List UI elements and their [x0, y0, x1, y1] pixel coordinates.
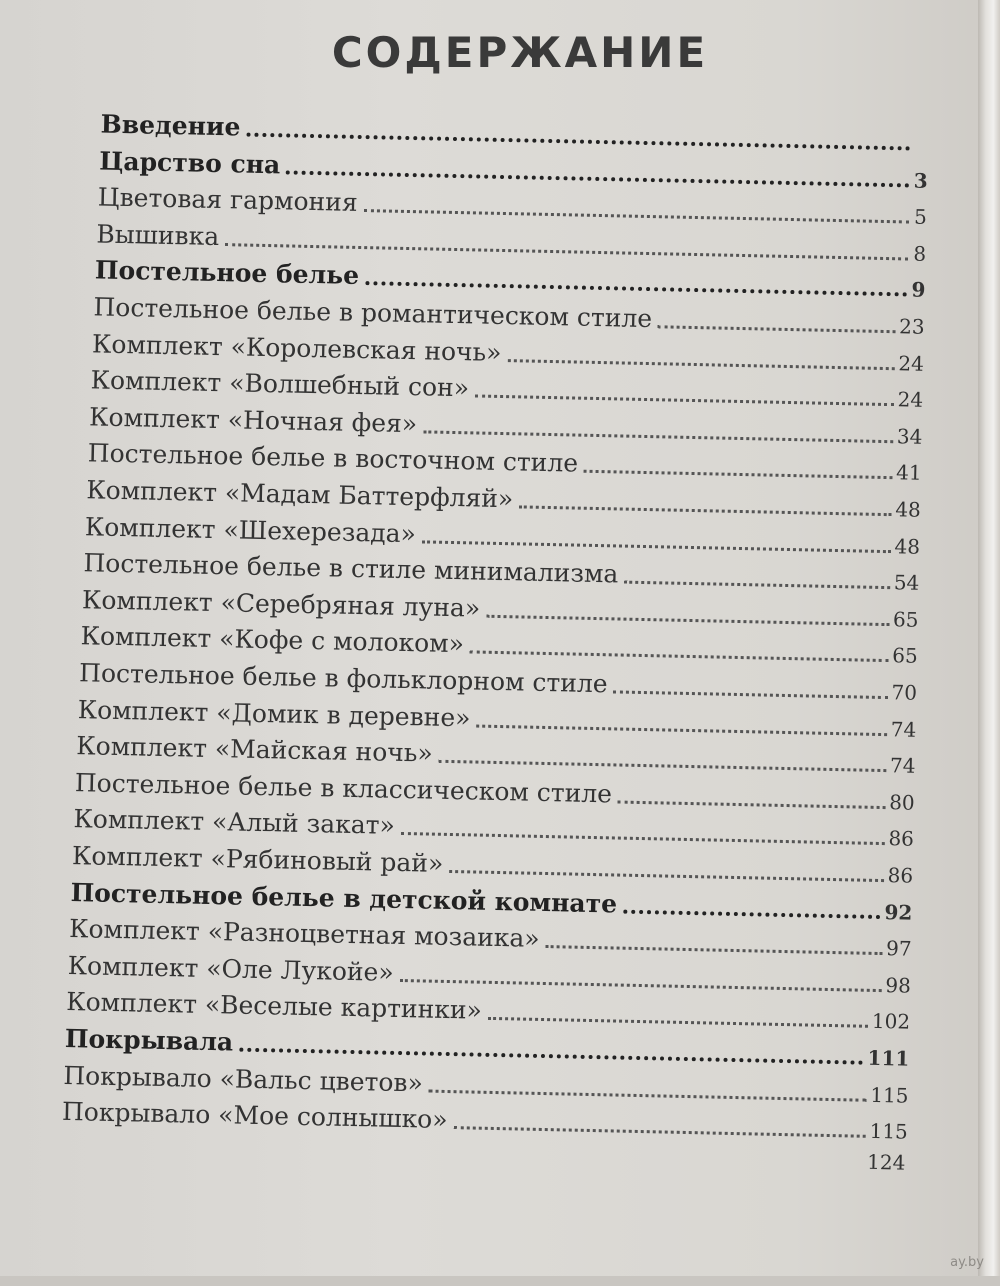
toc-entry-title: Комплект «Королевская ночь»: [92, 329, 502, 368]
toc-entry-page-number: 23: [899, 313, 925, 340]
dot-leader: [623, 909, 881, 918]
toc-entry-title: Комплект «Серебряная луна»: [82, 585, 481, 623]
dot-leader: [545, 945, 882, 955]
toc-entry-page-number: 115: [869, 1118, 908, 1145]
toc-entry-title: Постельное белье в восточном стиле: [87, 439, 578, 479]
toc-entry-page-number: 102: [872, 1008, 911, 1035]
toc-entry-title: Комплект «Шехерезада»: [85, 512, 417, 549]
toc-entry-title: Постельное белье в классическом стиле: [75, 768, 613, 809]
toc-entry-page-number: 115: [870, 1081, 909, 1108]
toc-entry-title: Комплект «Майская ночь»: [76, 731, 433, 768]
toc-entry-title: Постельное белье в романтическом стиле: [93, 292, 652, 334]
dot-leader: [476, 724, 886, 736]
toc-entry-page-number: 24: [897, 386, 923, 413]
toc-entry-page-number: 48: [894, 533, 920, 560]
toc-entry-title: Введение: [100, 110, 240, 143]
toc-entry-page-number: 80: [889, 789, 915, 816]
dot-leader: [618, 800, 885, 809]
toc-entry-page-number: 34: [897, 423, 923, 450]
toc-entry-title: Комплект «Оле Лукойе»: [67, 951, 394, 988]
toc-entry-title: Царство сна: [99, 146, 281, 180]
toc-trailing-page-number: [867, 1139, 908, 1176]
toc-entry-title: Комплект «Разноцветная мозаика»: [69, 914, 540, 954]
dot-leader: [584, 470, 892, 479]
toc-entry-page-number: 65: [893, 606, 919, 633]
toc-entry-page-number: 86: [888, 826, 914, 853]
toc-entry-page-number: 3: [913, 167, 928, 193]
toc-entry-page-number: 74: [890, 716, 916, 743]
toc-entry-title: Покрывало «Вальс цветов»: [63, 1061, 423, 1099]
toc-entry-page-number: 74: [890, 752, 916, 779]
toc-entry-title: Цветовая гармония: [98, 183, 358, 218]
toc-entry-page-number: 86: [887, 862, 913, 889]
dot-leader: [453, 1126, 865, 1138]
dot-leader: [519, 505, 891, 516]
toc-entry-title: Комплект «Веселые картинки»: [66, 987, 482, 1026]
toc-entry-page-number: 111: [867, 1045, 909, 1072]
toc-entry-title: Комплект «Домик в деревне»: [77, 695, 470, 733]
toc-entry-page-number: 24: [898, 350, 924, 377]
toc-entry-page-number: 5: [913, 204, 928, 230]
toc-entry-page-number: 48: [895, 496, 921, 523]
toc-entry-page-number: 65: [892, 643, 918, 670]
toc-entry-title: Постельное белье в детской комнате: [70, 878, 617, 919]
toc-entry-page-number: 97: [886, 935, 912, 962]
toc-entry-page-number: 92: [884, 899, 912, 926]
dot-leader: [488, 1017, 868, 1028]
toc-entry-title: Покрывало «Мое солнышко»: [62, 1097, 448, 1135]
toc-entry-title: Комплект «Ночная фея»: [89, 402, 418, 439]
toc-entry-title: Комплект «Волшебный сон»: [90, 366, 469, 404]
toc-entry-title: Комплект «Алый закат»: [73, 805, 395, 842]
toc-entry-title: Вышивка: [96, 219, 219, 252]
page-title: СОДЕРЖАНИЕ: [0, 28, 1000, 77]
toc-entry-page-number: 9: [911, 277, 926, 303]
toc-entry-title: Комплект «Кофе с молоком»: [80, 622, 464, 660]
toc-entry-title: Комплект «Мадам Баттерфляй»: [86, 475, 514, 514]
toc-entry-page-number: 41: [896, 460, 922, 487]
watermark: ay.by: [950, 1255, 984, 1270]
dot-leader: [624, 581, 890, 590]
toc-entry-title: Покрывала: [65, 1024, 234, 1058]
toc-entry-title: Комплект «Рябиновый рай»: [72, 841, 444, 879]
toc-entry-title: Постельное белье в фольклорном стиле: [79, 658, 608, 699]
toc-entry-title: Постельное белье в стиле минимализма: [83, 548, 618, 589]
dot-leader: [507, 359, 894, 370]
toc-entry-page-number: 98: [885, 972, 911, 999]
toc-entry-page-number: 70: [891, 679, 917, 706]
toc-entry-page-number: 8: [912, 240, 927, 266]
dot-leader: [613, 690, 887, 699]
dot-leader: [658, 325, 895, 333]
toc-page-number: 124: [867, 1149, 906, 1176]
toc-entry-page-number: 54: [894, 569, 920, 596]
dot-leader: [486, 614, 889, 625]
toc-entry-title: Постельное белье: [95, 256, 360, 292]
